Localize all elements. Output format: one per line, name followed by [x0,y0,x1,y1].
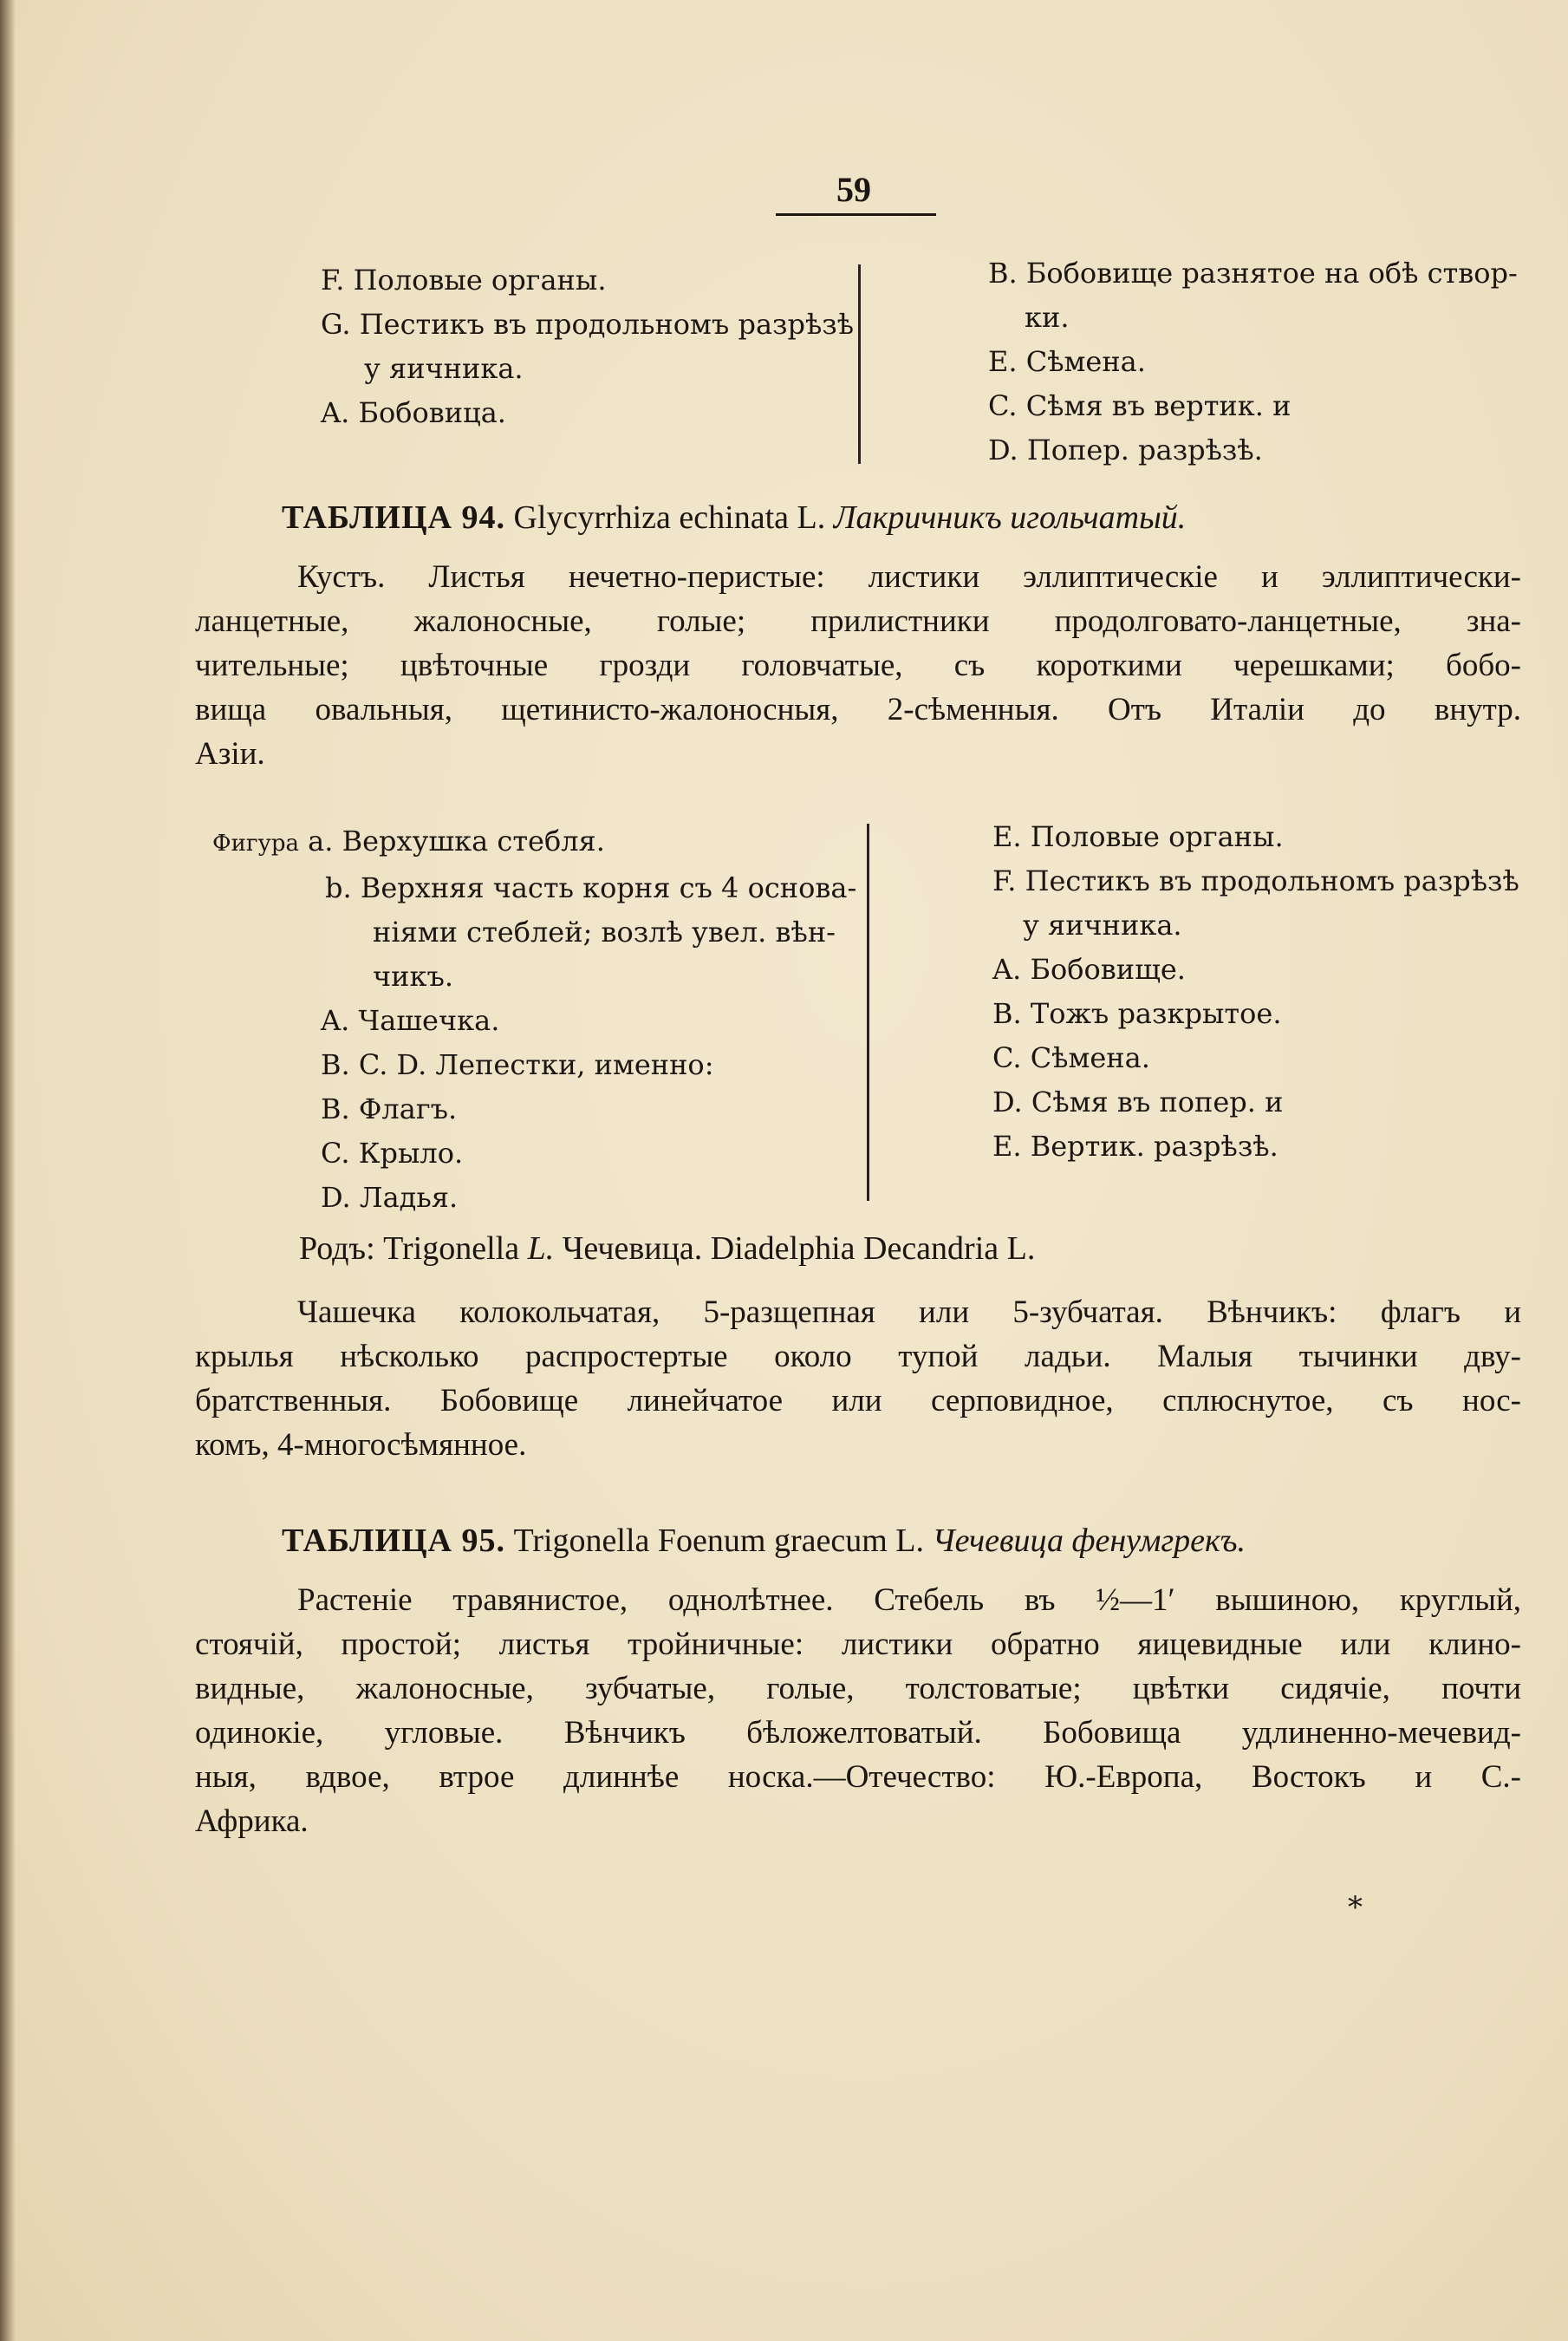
figure-label: Фигура [212,831,299,857]
table-94-latin: Glycyrrhiza echinata L. [513,499,826,536]
legend-line: B. Бобовище разнятое на обѣ створ- [988,257,1518,290]
text-line: видные, жалоносные, зубчатые, голые, толстоватые; цвѣтки сидячіе, почти [195,1671,1521,1706]
legend-line: D. Сѣмя въ попер. и [992,1086,1284,1118]
top-legend-right [988,251,1518,473]
figure-column-divider [867,824,869,1201]
page-number: 59 [836,170,871,209]
text-line: Африка. [195,1803,309,1839]
table-94-russian: Лакричникъ игольчатый. [833,499,1187,536]
legend-line: чикъ. [373,960,454,993]
table-95-russian: Чечевица фенумгрекъ. [932,1523,1246,1559]
text-line: ныя, вдвое, втрое длиннѣе носка.—Отечество: Ю.-Европа, Востокъ и С.- [195,1759,1521,1795]
table-95-label: ТАБЛИЦА 95. [282,1523,505,1559]
figure-legend-left [212,819,856,1220]
legend-line: B. Флагъ. [321,1092,458,1125]
text-line: комъ, 4-многосѣмянное. [195,1427,527,1463]
page-number-rule [776,213,936,216]
legend-line: E. Сѣмена. [988,345,1146,378]
text-line: вища овальныя, щетинисто-жалоносныя, 2-сѣменныя. Отъ Италіи до внутр. [195,692,1521,727]
legend-line: ки. [1025,301,1070,334]
legend-line: E. Половые органы. [992,820,1284,853]
legend-line: C. Сѣмя въ вертик. и [988,389,1291,422]
top-legend-left [321,258,854,435]
table-95-description [195,1578,1521,1843]
text-line: Растеніе травянистое, однолѣтнее. Стебель въ ½—1′ вышиною, круглый, [297,1582,1521,1618]
legend-line: D. Ладья. [321,1181,459,1214]
genus-heading [299,1229,1035,1268]
legend-line: a. Верхушка стебля. [308,825,605,857]
footer-asterisk: * [1348,1890,1363,1925]
table-95-heading [282,1522,1246,1560]
legend-line: A. Бобовица. [321,396,506,429]
legend-line: b. Верхняя часть корня съ 4 основа- [325,871,857,904]
legend-line: C. Сѣмена. [992,1041,1150,1074]
text-line: братственныя. Бобовище линейчатое или серповидное, сплюснутое, съ нос- [195,1383,1521,1418]
figure-legend-right [992,815,1519,1169]
text-line: чительные; цвѣточные грозди головчатые, съ короткими черешками; бобо- [195,648,1521,683]
text-line: одинокіе, угловые. Вѣнчикъ бѣложелтоватый. Бобовища удлиненно-мечевид- [195,1715,1521,1751]
table-95-latin: Trigonella Foenum graecum L. [513,1523,924,1559]
table-94-label: ТАБЛИЦА 94. [282,499,505,536]
legend-line: B. Тожъ разкрытое. [992,997,1282,1030]
legend-line: F. Пестикъ въ продольномъ разрѣзѣ [992,864,1519,897]
genus-italic: L. [527,1230,555,1267]
legend-line: F. Половые органы. [321,264,607,297]
legend-line: ніями стеблей; возлѣ увел. вѣн- [373,916,836,949]
text-line: крылья нѣсколько распростертые около тупой ладьи. Малыя тычинки дву- [195,1339,1521,1374]
genus-description [195,1290,1521,1467]
table-94-heading [282,499,1186,537]
genus-text: Родъ: Trigonella [299,1230,528,1267]
legend-line: D. Попер. разрѣзѣ. [988,434,1263,466]
legend-line: C. Крыло. [321,1137,464,1170]
legend-line: B. C. D. Лепестки, именно: [321,1048,714,1081]
legend-line: у яичника. [364,352,524,385]
legend-line: у яичника. [1023,909,1182,942]
text-line: ланцетные, жалоносные, голые; прилистники продолговато-ланцетные, зна- [195,603,1521,639]
genus-rest: Чечевица. Diadelphia Decandria L. [554,1230,1036,1267]
top-column-divider [858,264,861,464]
page-spine-shadow [0,0,16,2341]
legend-line: A. Чашечка. [321,1004,500,1037]
text-line: стоячій, простой; листья тройничные: листики обратно яицевидные или клино- [195,1627,1521,1662]
legend-line: A. Бобовище. [992,953,1186,986]
text-line: Азіи. [195,736,265,772]
text-line: Кустъ. Листья нечетно-перистые: листики эллиптическіе и эллиптически- [297,559,1521,595]
table-94-description [195,555,1521,776]
text-line: Чашечка колокольчатая, 5-разщепная или 5-зубчатая. Вѣнчикъ: флагъ и [297,1294,1521,1330]
legend-line: E. Вертик. разрѣзѣ. [992,1130,1278,1163]
legend-line: G. Пестикъ въ продольномъ разрѣзѣ [321,308,854,341]
